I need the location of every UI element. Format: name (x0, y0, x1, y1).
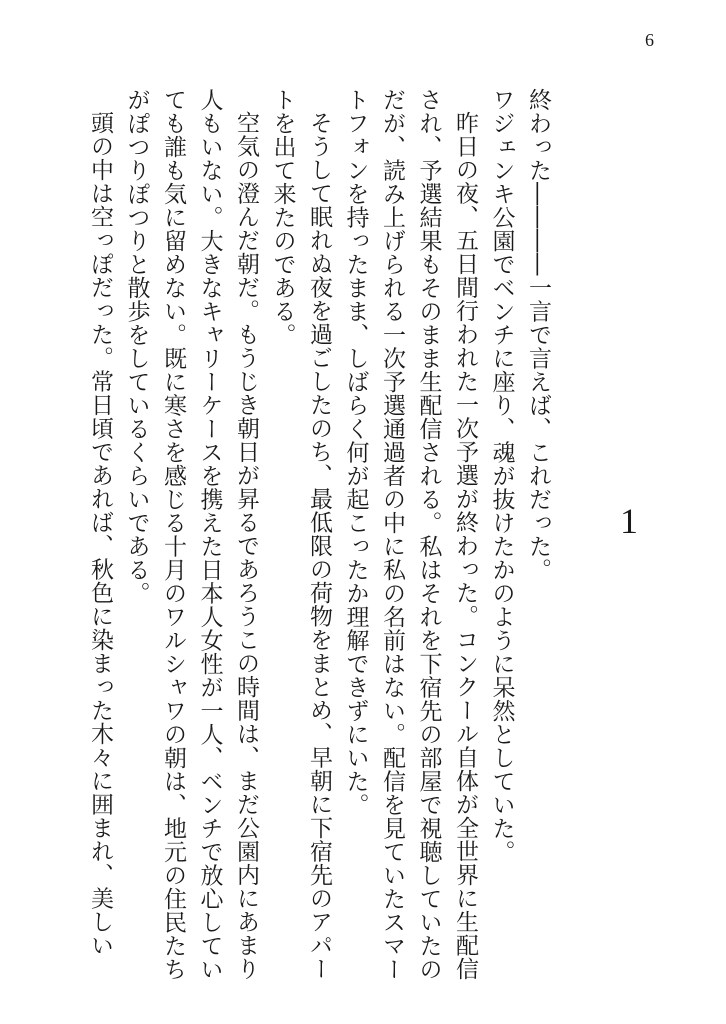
chapter-number: 1 (620, 501, 638, 541)
paragraph: ワジェンキ公園でベンチに座り、魂が抜けたかのように呆然としていた。 (488, 88, 515, 864)
page-number: 6 (645, 30, 654, 50)
paragraph: そうして眠れぬ夜を過ごしたのち、最低限の荷物をまとめ、早朝に下宿先のアパートを出て来たのである。 (269, 88, 332, 981)
paragraph: 昨日の夜、五日間行われた一次予選が終わった。コンクール自体が全世界に生配信され、予選結果もそのまま生配信される。私はそれを下宿先の部屋で視聴していたのだが、読み上げられる一次予選通過者の中に私の名前はない。配信を見ていたスマートフォンを持ったまま、しばらく何が起こったか理解できずにいた。 (342, 88, 478, 981)
paragraph: 頭の中は空っぽだった。常日頃であれば、秋色に染まった木々に囲まれ、美しい (87, 111, 113, 957)
body-text (82, 88, 557, 988)
paragraph: 終わった――――一言で言えば、これだった。 (525, 88, 551, 582)
paragraph: 空気の澄んだ朝だ。もうじき朝日が昇るであろうこの時間は、まだ公園内にあまり人もいない。大きなキャリーケースを携えた日本人女性が一人、ベンチで放心していても誰も気に留めない。既に寒さを感じる十月のワルシャワの朝は、地元の住民たちがぽつりぽつりと散歩をしているくらいである。 (123, 88, 259, 981)
